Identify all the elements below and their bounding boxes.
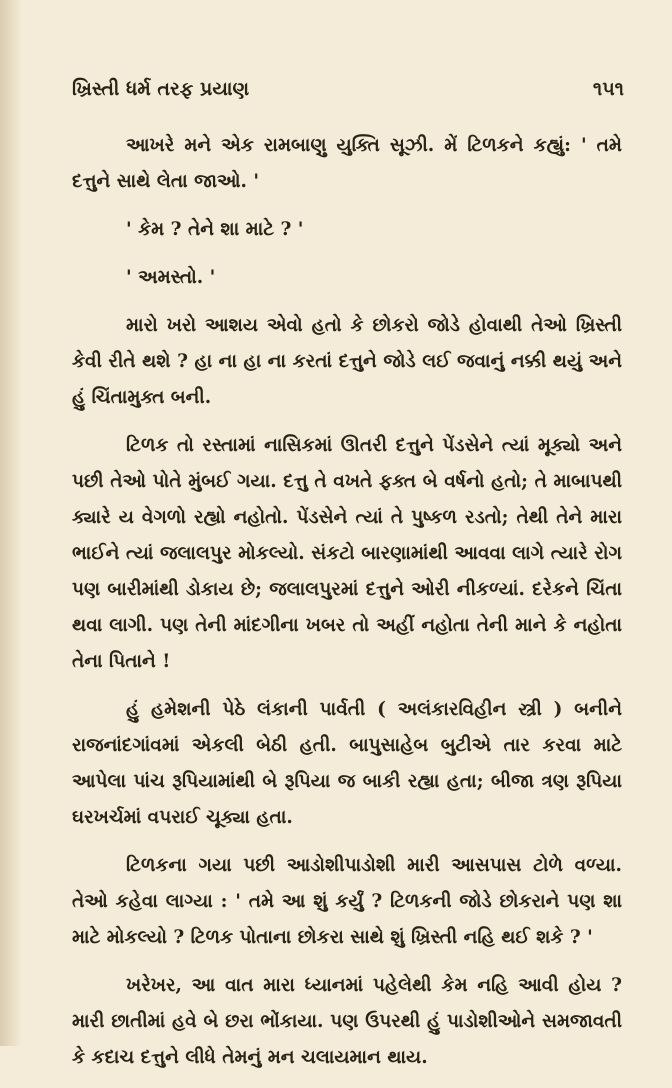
page-body: [72, 128, 622, 1088]
page-gutter: [0, 0, 22, 1046]
running-header: [72, 78, 624, 100]
page-number: ૧૫૧: [592, 78, 624, 100]
paragraph: આખરે મને એક રામબાણુ યુક્તિ સૂઝી. મેં ટિળકને કહ્યું: ' તમે દત્તુને સાથે લેતા જાઓ. ': [72, 135, 622, 192]
paragraph: ટિળક તો રસ્તામાં નાસિકમાં ઊતરી દત્તુને પેંડસેને ત્યાં મૂક્યો અને પછી તેઓ પોતે મુંબઈ ગયા. દત્તુ તે વખતે ફક્ત બે વર્ષનો હતો; તે માબાપથી ક્યારે ય વેગળો રહ્યો નહોતો. પેંડસેને ત્યાં તે પુષ્કળ રડતો; તેથી તેને મારા ભાઈને ત્યાં જલાલપુર મોકલ્યો. સંકટો બારણામાંથી આવવા લાગે ત્યારે રોગ પણ બારીમાંથી ડોકાય છે; જલાલપુરમાં દત્તુને ઓરી નીકળ્યાં. દરેકને ચિંતા થવા લાગી. પણ તેની માંદગીના ખબર તો અહીં નહોતા તેની માને કે નહોતા તેના પિતાને !: [72, 435, 622, 672]
paragraph: મારો ખરો આશય એવો હતો કે છોકરો જોડે હોવાથી તેઓ ખ્રિસ્તી કેવી રીતે થશે ? હા ના હા ના કરતાં દત્તુને જોડે લઈ જવાનું નક્કી થયું અને હું ચિંતામુક્ત બની.: [72, 315, 622, 408]
paragraph: ' અમસ્તો. ': [126, 267, 216, 288]
paragraph: ખરેખર, આ વાત મારા ધ્યાનમાં પહેલેથી કેમ નહિ આવી હોય ? મારી છાતીમાં હવે બે છરા ભોંકાયા. પણ ઉપરથી હું પાડોશીઓને સમજાવતી કે કદાચ દત્તુને લીધે તેમનું મન ચલાયમાન થાય.: [72, 975, 622, 1068]
paragraph: હું હમેશની પેઠે લંકાની પાર્વતી ( અલંકારવિહીન સ્ત્રી ) બનીને રાજનાંદગાંવમાં એકલી બેઠી હતી. બાપુસાહેબ બુટીએ તાર કરવા માટે આપેલા પાંચ રૂપિયામાંથી બે રૂપિયા જ બાકી રહ્યા હતા; બીજા ત્રણ રૂપિયા ઘરખર્ચમાં વપરાઈ ચૂક્યા હતા.: [72, 699, 622, 828]
paragraph: ટિળકના ગયા પછી આડોશીપાડોશી મારી આસપાસ ટોળે વળ્યા. તેઓ કહેવા લાગ્યા : ' તમે આ શું કર્યું ? ટિળકની જોડે છોકરાને પણ શા માટે મોકલ્યો ? ટિળક પોતાના છોકરા સાથે શું ખ્રિસ્તી નહિ થઈ શકે ? ': [72, 855, 622, 948]
chapter-title: ખ્રિસ્તી ધર્મ તરફ પ્રયાણ: [72, 78, 250, 100]
paragraph: ' કેમ ? તેને શા માટે ? ': [126, 219, 304, 240]
